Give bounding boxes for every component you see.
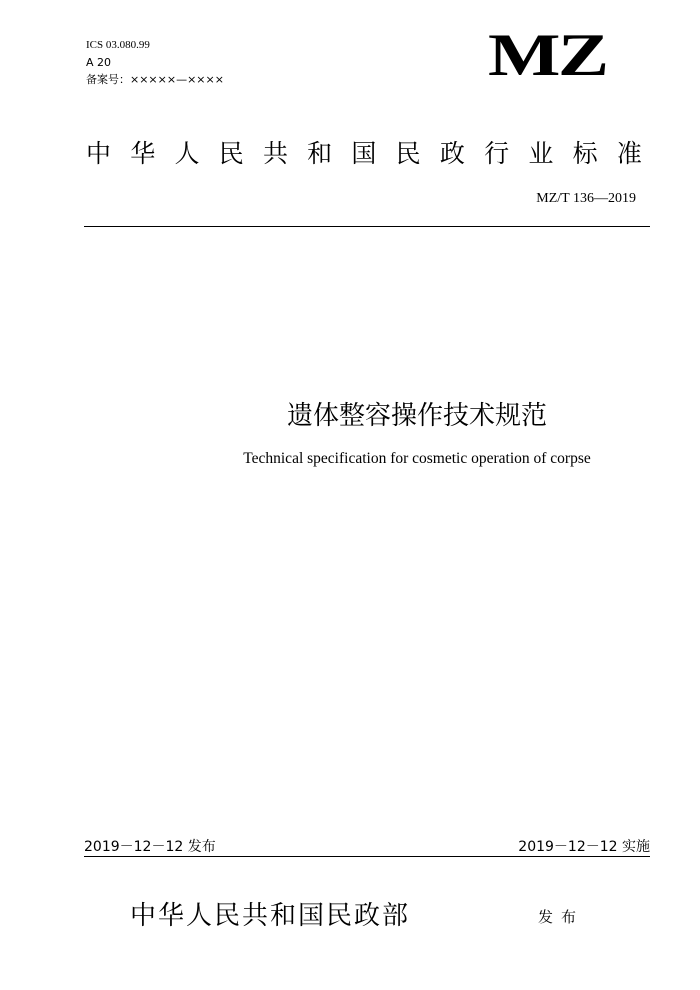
ics-code: ICS 03.080.99 <box>86 39 150 51</box>
heading-char: 和 <box>307 139 333 168</box>
heading-char: 中 <box>86 139 112 168</box>
heading-char: 准 <box>616 139 642 168</box>
heading-char: 华 <box>130 139 156 168</box>
classification-code: A 20 <box>86 56 112 69</box>
issue-label: 发布 <box>538 908 585 926</box>
implement-date: 2019－12－12 实施 <box>518 839 650 855</box>
mz-logo: MZ <box>488 22 607 88</box>
heading-char: 共 <box>262 139 288 168</box>
heading-char: 业 <box>528 139 554 168</box>
bottom-divider <box>84 856 650 857</box>
document-title-zh: 遗体整容操作技术规范 <box>286 401 547 431</box>
top-divider <box>84 226 650 227</box>
heading-char: 民 <box>395 139 421 168</box>
standard-heading <box>86 138 642 170</box>
publish-date: 2019－12－12 发布 <box>84 839 216 855</box>
issuing-authority: 中华人民共和国民政部 <box>130 901 411 931</box>
heading-char: 国 <box>351 139 377 168</box>
heading-char: 人 <box>174 139 200 168</box>
heading-char: 民 <box>218 139 244 168</box>
heading-char: 政 <box>439 139 465 168</box>
heading-char: 标 <box>572 139 598 168</box>
standard-number: MZ/T 136—2019 <box>536 191 636 206</box>
heading-char: 行 <box>484 139 510 168</box>
filing-number: 备案号：×××××—×××× <box>86 73 224 86</box>
document-title-en: Technical specification for cosmetic operation of corpse <box>243 450 591 467</box>
